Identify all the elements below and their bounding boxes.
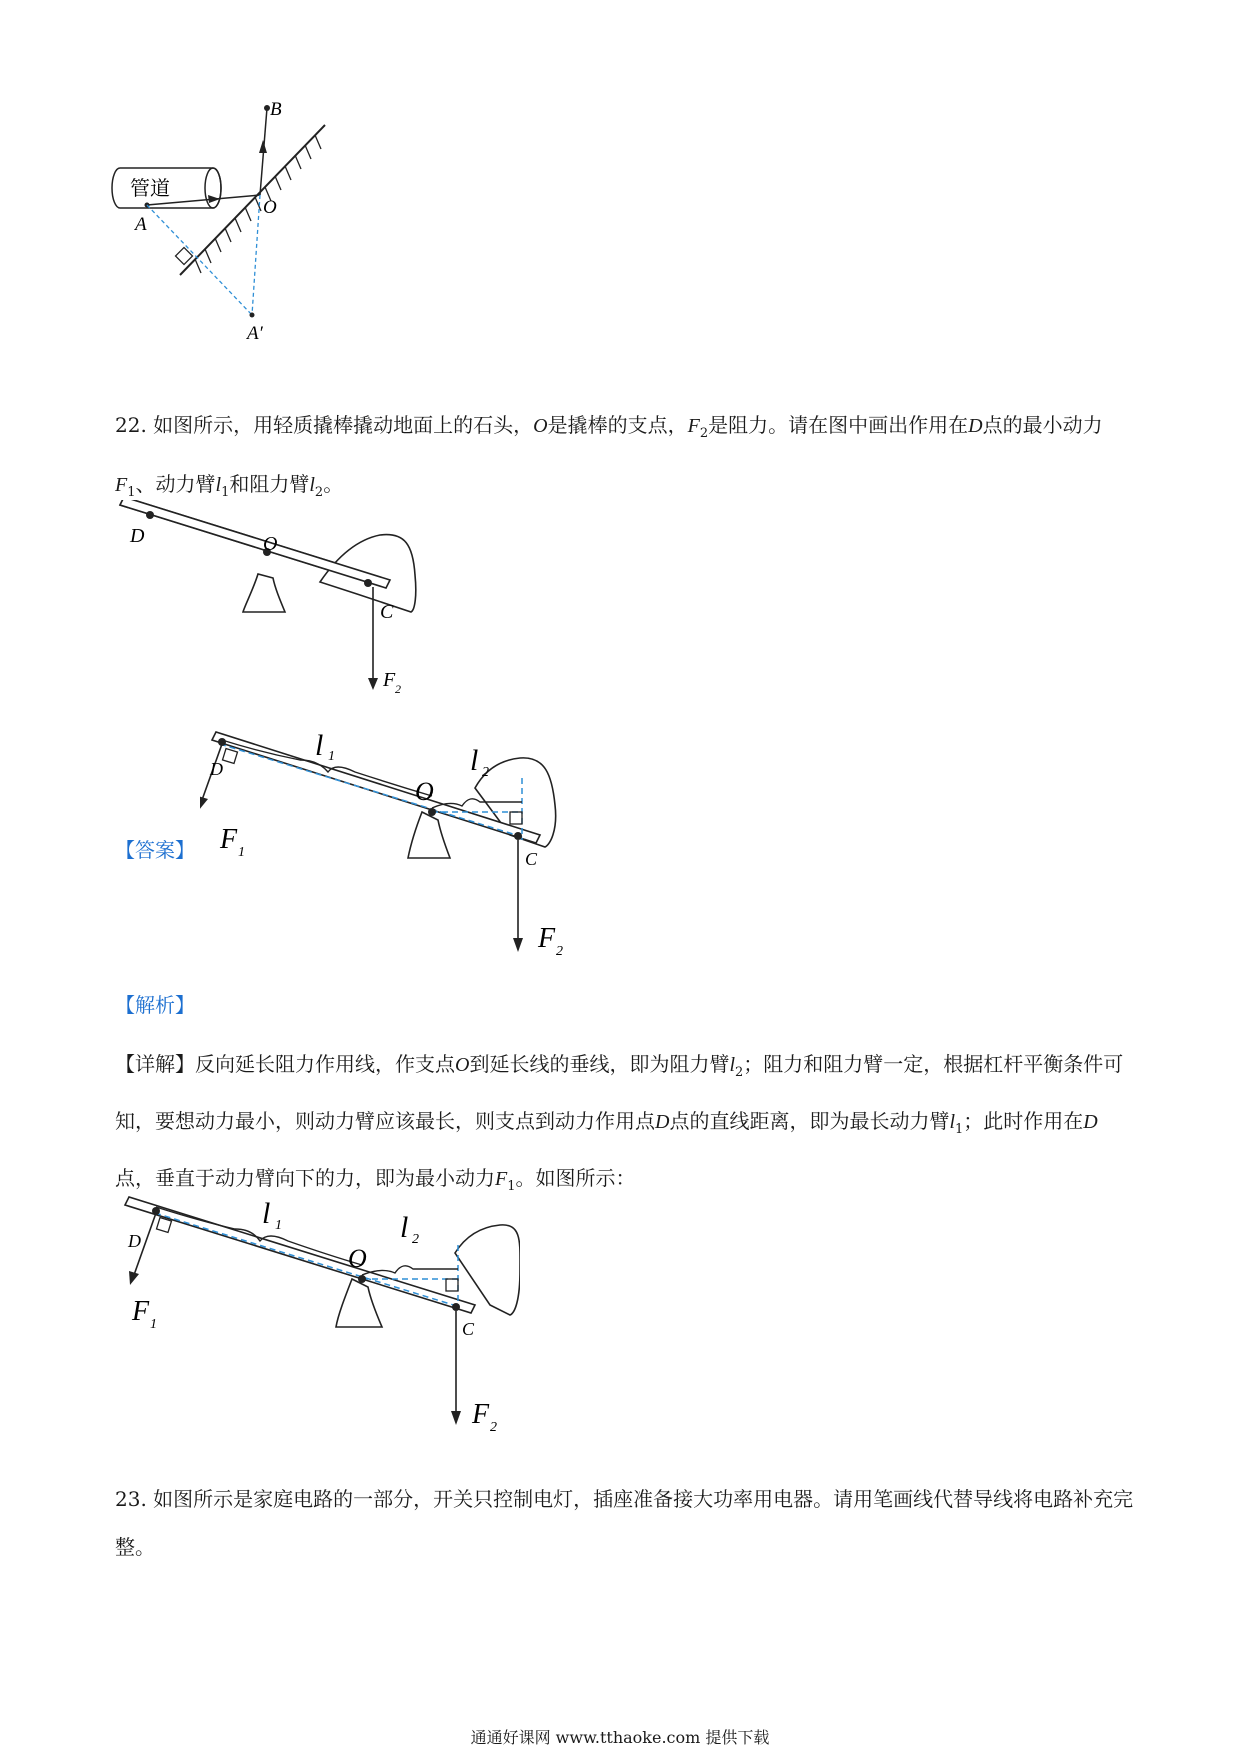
svg-text:2: 2	[482, 765, 489, 780]
analysis-tag: 【解析】	[115, 993, 195, 1017]
point-b-label: B	[270, 99, 282, 120]
svg-text:l: l	[315, 730, 324, 762]
svg-text:1: 1	[238, 845, 245, 860]
svg-text:F: F	[538, 923, 556, 954]
svg-text:2: 2	[395, 682, 401, 696]
svg-text:D: D	[128, 1231, 141, 1251]
svg-text:l: l	[400, 1211, 409, 1244]
svg-text:C: C	[380, 601, 394, 623]
svg-text:C: C	[525, 849, 538, 869]
svg-text:O: O	[348, 1244, 367, 1273]
detail-paragraph: 【详解】反向延长阻力作用线，作支点O到延长线的垂线，即为阻力臂$l_2$；阻力和阻力臂一定，根据杠杆平衡条件可知，要想动力最小，则动力臂应该最长，则支点到动力作用点D点的直线距离，即为最长动力臂$l_1$；此时作用在D点，垂直于动力臂向下的力，即为最小动力$F_1$。如图所示：	[115, 1052, 1124, 1194]
svg-text:l: l	[262, 1197, 271, 1230]
svg-text:2: 2	[412, 1232, 419, 1247]
l1-brace	[156, 1207, 362, 1265]
pipe-label: 管道	[130, 176, 170, 200]
fulcrum	[408, 812, 450, 858]
svg-text:2: 2	[556, 944, 563, 959]
svg-text:F: F	[472, 1399, 490, 1430]
fulcrum	[336, 1279, 382, 1327]
svg-text:1: 1	[150, 1317, 157, 1332]
svg-text:1: 1	[275, 1218, 282, 1233]
svg-text:D: D	[130, 525, 145, 547]
mirror-hatching	[195, 135, 321, 273]
lever-bar	[125, 1197, 475, 1313]
svg-text:l: l	[470, 744, 479, 777]
point-a-prime-label: A′	[247, 323, 263, 344]
svg-text:F: F	[220, 824, 238, 855]
construction-lines	[147, 195, 260, 315]
svg-text:F: F	[132, 1296, 150, 1327]
lever-solution-figure	[120, 1195, 520, 1445]
svg-text:1: 1	[328, 749, 335, 764]
page-footer: 通通好课网 www.tthaoke.com 提供下载	[470, 1728, 770, 1747]
point-a-label: A	[135, 214, 147, 235]
svg-text:C: C	[462, 1319, 475, 1339]
svg-text:2: 2	[490, 1420, 497, 1435]
svg-text:O: O	[415, 777, 434, 806]
fulcrum	[243, 574, 285, 612]
question-23: 23. 如图所示是家庭电路的一部分，开关只控制电灯，插座准备接大功率用电器。请用笔画线代替导线将电路补充完整。	[115, 1487, 1134, 1559]
lever-answer-figure	[200, 730, 580, 970]
answer-tag: 【答案】	[115, 838, 195, 862]
point-o-label: O	[263, 197, 277, 218]
lever-question-figure	[115, 500, 435, 700]
reflection-figure	[100, 95, 380, 385]
svg-text:D: D	[210, 759, 223, 779]
svg-text:O: O	[263, 533, 278, 555]
question-22: 22. 如图所示，用轻质撬棒撬动地面上的石头，O是撬棒的支点，$F_2$是阻力。请在图中画出作用在D点的最小动力$F_1$、动力臂$l_1$和阻力臂$l_2$。	[115, 413, 1103, 500]
svg-text:F: F	[383, 669, 396, 691]
